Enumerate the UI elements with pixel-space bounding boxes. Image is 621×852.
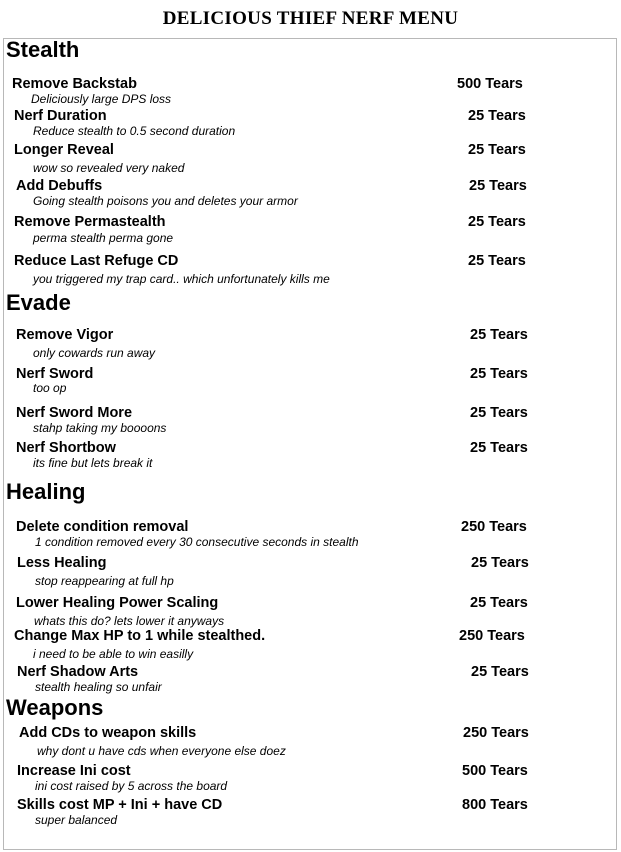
item-name: Nerf Sword More: [16, 405, 133, 421]
item-desc: Reduce stealth to 0.5 second duration: [33, 124, 236, 138]
page-title: DELICIOUS THIEF NERF MENU: [162, 8, 459, 29]
item-price: 25 Tears: [470, 366, 528, 382]
item-name: Remove Vigor: [16, 327, 114, 343]
item-desc: whats this do? lets lower it anyways: [34, 614, 225, 628]
item-name: Reduce Last Refuge CD: [14, 253, 179, 269]
item-desc: stop reappearing at full hp: [35, 574, 174, 588]
item-name: Change Max HP to 1 while stealthed.: [14, 628, 266, 644]
item-name: Increase Ini cost: [17, 763, 131, 779]
item-desc: only cowards run away: [33, 346, 156, 360]
item-desc: perma stealth perma gone: [33, 231, 174, 245]
item-desc: 1 condition removed every 30 consecutive seconds in stealth: [35, 535, 359, 549]
item-price: 25 Tears: [470, 327, 528, 343]
item-desc: too op: [33, 381, 67, 395]
section-heading-evade: Evade: [6, 290, 71, 315]
item-price: 500 Tears: [462, 763, 528, 779]
item-name: Skills cost MP + Ini + have CD: [17, 797, 223, 813]
item-desc: Deliciously large DPS loss: [31, 92, 172, 106]
item-desc: stealth healing so unfair: [35, 680, 162, 694]
item-price: 25 Tears: [470, 440, 528, 456]
item-name: Nerf Sword: [16, 366, 94, 382]
item-name: Remove Permastealth: [14, 214, 166, 230]
item-price: 25 Tears: [471, 555, 529, 571]
item-name: Nerf Shortbow: [16, 440, 116, 456]
item-price: 25 Tears: [469, 178, 527, 194]
item-name: Add Debuffs: [16, 178, 103, 194]
item-price: 500 Tears: [457, 76, 523, 92]
item-price: 25 Tears: [471, 664, 529, 680]
item-desc: super balanced: [35, 813, 118, 827]
item-name: Lower Healing Power Scaling: [16, 595, 219, 611]
item-name: Delete condition removal: [16, 519, 189, 535]
item-name: Longer Reveal: [14, 142, 114, 158]
item-desc: Going stealth poisons you and deletes your armor: [33, 194, 298, 208]
item-price: 250 Tears: [461, 519, 527, 535]
item-price: 25 Tears: [470, 595, 528, 611]
item-desc: why dont u have cds when everyone else doez: [37, 744, 286, 758]
item-name: Nerf Duration: [14, 108, 107, 124]
item-price: 250 Tears: [463, 725, 529, 741]
item-name: Remove Backstab: [12, 76, 137, 92]
item-name: Less Healing: [17, 555, 107, 571]
section-heading-weapons: Weapons: [6, 695, 104, 720]
item-desc: its fine but lets break it: [33, 456, 153, 470]
item-price: 25 Tears: [470, 405, 528, 421]
item-desc: you triggered my trap card.. which unfortunately kills me: [33, 272, 330, 286]
item-price: 250 Tears: [459, 628, 525, 644]
item-desc: wow so revealed very naked: [33, 161, 185, 175]
section-heading-stealth: Stealth: [6, 37, 80, 62]
item-name: Add CDs to weapon skills: [19, 725, 197, 741]
item-price: 800 Tears: [462, 797, 528, 813]
item-price: 25 Tears: [468, 253, 526, 269]
item-desc: ini cost raised by 5 across the board: [35, 779, 228, 793]
item-name: Nerf Shadow Arts: [17, 664, 139, 680]
item-price: 25 Tears: [468, 108, 526, 124]
item-desc: i need to be able to win easilly: [33, 647, 194, 661]
section-heading-healing: Healing: [6, 479, 86, 504]
item-desc: stahp taking my boooons: [33, 421, 167, 435]
item-price: 25 Tears: [468, 142, 526, 158]
item-price: 25 Tears: [468, 214, 526, 230]
